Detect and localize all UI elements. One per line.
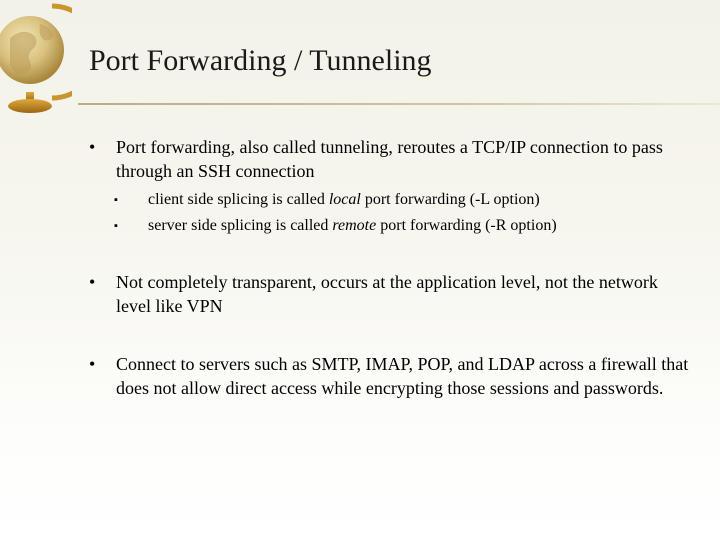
bullet-text: Port forwarding, also called tunneling, reroutes a TCP/IP connection to pass through an SSH connection <box>116 137 663 181</box>
sub-bullet-text: port forwarding (-R option) <box>376 217 557 234</box>
bullet-icon: • <box>89 272 96 292</box>
emphasis-text: local <box>328 191 361 208</box>
bullet-text: Not completely transparent, occurs at the application level, not the network level like VPN <box>116 272 658 316</box>
bullet-icon: • <box>89 137 96 157</box>
bullet-item <box>89 135 689 183</box>
slide-content <box>89 135 689 400</box>
globe-icon <box>0 0 72 118</box>
emphasis-text: remote <box>332 217 377 234</box>
slide-title: Port Forwarding / Tunneling <box>89 44 432 77</box>
bullet-item <box>89 352 689 400</box>
sub-bullet-icon: ▪ <box>114 220 118 232</box>
sub-bullet-text: server side splicing is called <box>148 217 333 234</box>
sub-bullet-icon: ▪ <box>114 194 118 206</box>
bullet-item <box>89 270 689 318</box>
sub-bullet-text: client side splicing is called <box>148 191 329 208</box>
bullet-text: Connect to servers such as SMTP, IMAP, POP, and LDAP across a firewall that does not allow direct access while encrypting those sessions and passwords. <box>116 354 689 398</box>
sub-bullet-text: port forwarding (-L option) <box>360 191 540 208</box>
sub-bullet-item <box>89 213 689 239</box>
title-divider <box>78 103 720 105</box>
bullet-icon: • <box>89 354 96 374</box>
sub-bullet-list <box>89 187 689 239</box>
sub-bullet-item <box>89 187 689 213</box>
